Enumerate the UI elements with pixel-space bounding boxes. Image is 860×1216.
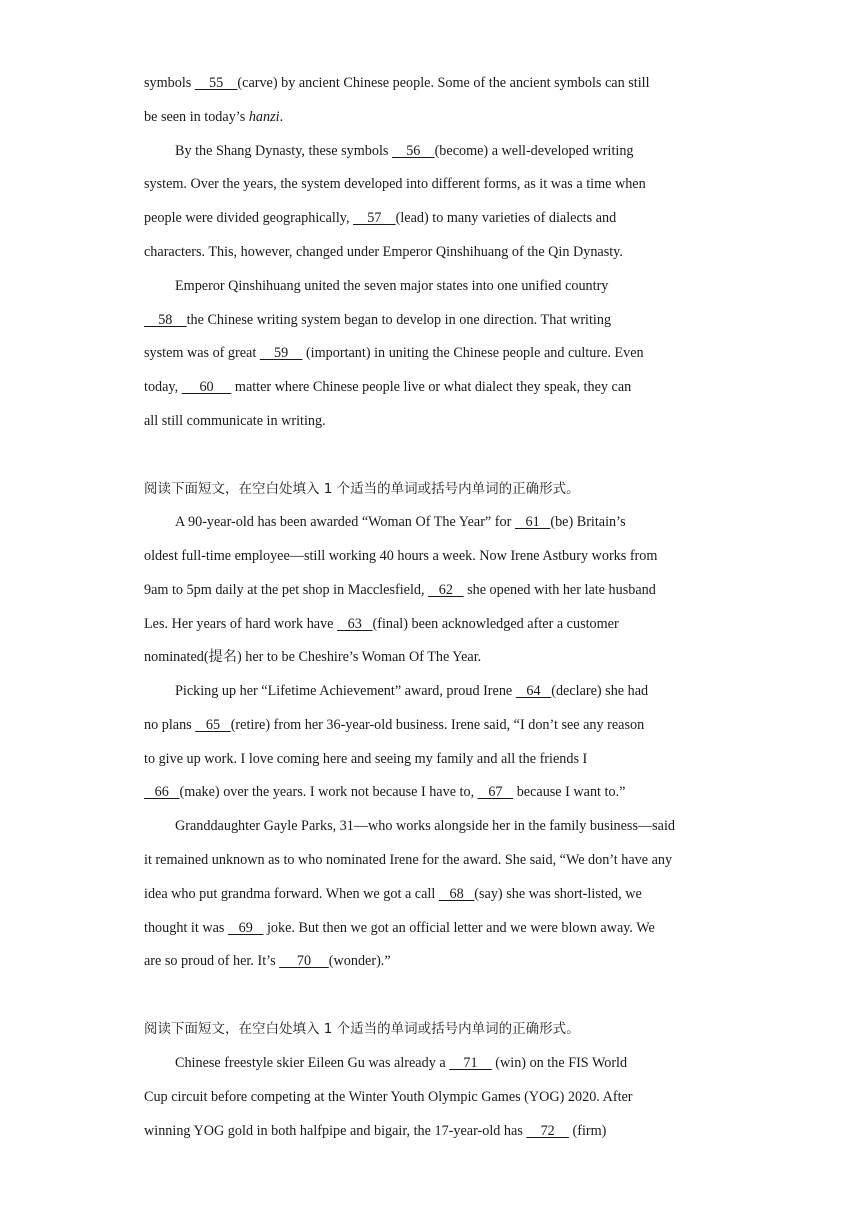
passage2-heading: 阅读下面短文，在空白处填入 1 个适当的单词或括号内单词的正确形式。	[144, 481, 580, 497]
passage1-line-10	[144, 377, 631, 397]
blank-60: 60	[181, 379, 232, 395]
text: (retire) from her 36-year-old business. Irene said, “I don’t see any reason	[230, 717, 645, 733]
text: winning YOG gold in both halfpipe and bigair, the 17-year-old has	[144, 1123, 527, 1139]
blank-70: 70	[279, 953, 329, 969]
blank-71: 71	[449, 1055, 492, 1071]
blank-62: 62	[428, 582, 464, 598]
blank-69: 69	[227, 920, 264, 936]
passage2-line-5: nominated(提名) her to be Cheshire’s Woman Of The Year.	[144, 649, 482, 665]
blank-56: 56	[392, 143, 435, 159]
passage2-line-3	[144, 580, 656, 600]
passage2-line-11: it remained unknown as to who nominated Irene for the award. She said, “We don’t have any	[144, 852, 673, 868]
text: because I want to.”	[513, 784, 626, 800]
text: (make) over the years. I work not because I have to,	[179, 784, 478, 800]
blank-63: 63	[337, 616, 373, 632]
passage2-line-2: oldest full-time employee—still working 40 hours a week. Now Irene Astbury works from	[144, 548, 658, 564]
text: (become) a well-developed writing	[434, 143, 634, 159]
text: (win) on the FIS World	[491, 1055, 628, 1071]
text: Picking up her “Lifetime Achievement” award, proud Irene	[175, 683, 516, 699]
text: joke. But then we got an official letter and we were blown away. We	[263, 920, 655, 936]
text: (lead) to many varieties of dialects and	[395, 210, 617, 226]
blank-72: 72	[526, 1123, 569, 1139]
passage1-line-2	[144, 107, 283, 127]
text: (carve) by ancient Chinese people. Some of the ancient symbols can still	[237, 75, 650, 91]
passage1-line-4: system. Over the years, the system developed into different forms, as it was a time when	[144, 176, 646, 192]
passage1-line-9	[144, 343, 644, 363]
text: matter where Chinese people live or what dialect they speak, they can	[231, 379, 632, 395]
text: are so proud of her. It’s	[144, 953, 280, 969]
text: people were divided geographically,	[144, 210, 354, 226]
text: (declare) she had	[551, 683, 649, 699]
passage3-heading: 阅读下面短文，在空白处填入 1 个适当的单词或括号内单词的正确形式。	[144, 1021, 580, 1037]
passage1-line-5	[144, 208, 616, 228]
passage2-line-1	[175, 512, 626, 532]
text: .	[279, 109, 284, 125]
text: idea who put grandma forward. When we got a call	[144, 886, 439, 902]
blank-68: 68	[438, 886, 475, 902]
text: (firm)	[568, 1123, 607, 1139]
blank-64: 64	[515, 683, 552, 699]
blank-59: 59	[259, 345, 303, 361]
passage2-line-14	[144, 951, 391, 971]
passage1-line-11: all still communicate in writing.	[144, 413, 326, 429]
text: (wonder).”	[328, 953, 391, 969]
text: symbols	[144, 75, 195, 91]
passage1-line-8	[144, 310, 611, 330]
text: 9am to 5pm daily at the pet shop in Macclesfield,	[144, 582, 429, 598]
blank-57: 57	[353, 210, 396, 226]
passage2-line-12	[144, 884, 642, 904]
blank-55: 55	[194, 75, 238, 91]
text: (be) Britain’s	[550, 514, 626, 530]
passage2-line-10: Granddaughter Gayle Parks, 31—who works alongside her in the family business—said	[175, 818, 676, 834]
passage1-line-3	[175, 141, 634, 161]
passage1-line-6: characters. This, however, changed under Emperor Qinshihuang of the Qin Dynasty.	[144, 244, 623, 260]
passage3-line-2: Cup circuit before competing at the Winter Youth Olympic Games (YOG) 2020. After	[144, 1089, 633, 1105]
text: Chinese freestyle skier Eileen Gu was already a	[175, 1055, 450, 1071]
passage2-line-13	[144, 918, 655, 938]
text: (final) been acknowledged after a customer	[372, 616, 619, 632]
text: Les. Her years of hard work have	[144, 616, 338, 632]
passage2-line-8: to give up work. I love coming here and seeing my family and all the friends I	[144, 751, 588, 767]
passage3-line-3	[144, 1121, 606, 1141]
text: today,	[144, 379, 182, 395]
text: she opened with her late husband	[463, 582, 656, 598]
passage1-line-1	[144, 73, 650, 93]
blank-67: 67	[477, 784, 514, 800]
text: thought it was	[144, 920, 228, 936]
blank-65: 65	[195, 717, 231, 733]
text: be seen in today’s	[144, 109, 249, 125]
passage2-line-9	[144, 782, 625, 802]
text: By the Shang Dynasty, these symbols	[175, 143, 393, 159]
passage3-line-1	[175, 1053, 627, 1073]
text: A 90-year-old has been awarded “Woman Of The Year” for	[175, 514, 515, 530]
text: (say) she was short-listed, we	[474, 886, 642, 902]
passage2-line-4	[144, 614, 619, 634]
italic-term: hanzi	[248, 109, 280, 125]
passage1-line-7: Emperor Qinshihuang united the seven major states into one unified country	[175, 278, 609, 294]
passage2-line-7	[144, 715, 644, 735]
blank-61: 61	[514, 514, 551, 530]
blank-66: 66	[144, 784, 180, 800]
passage2-line-6	[175, 681, 648, 701]
text: the Chinese writing system began to develop in one direction. That writing	[186, 312, 612, 328]
text: system was of great	[144, 345, 260, 361]
text: (important) in uniting the Chinese people and culture. Even	[302, 345, 644, 361]
text: no plans	[144, 717, 196, 733]
blank-58: 58	[144, 312, 187, 328]
